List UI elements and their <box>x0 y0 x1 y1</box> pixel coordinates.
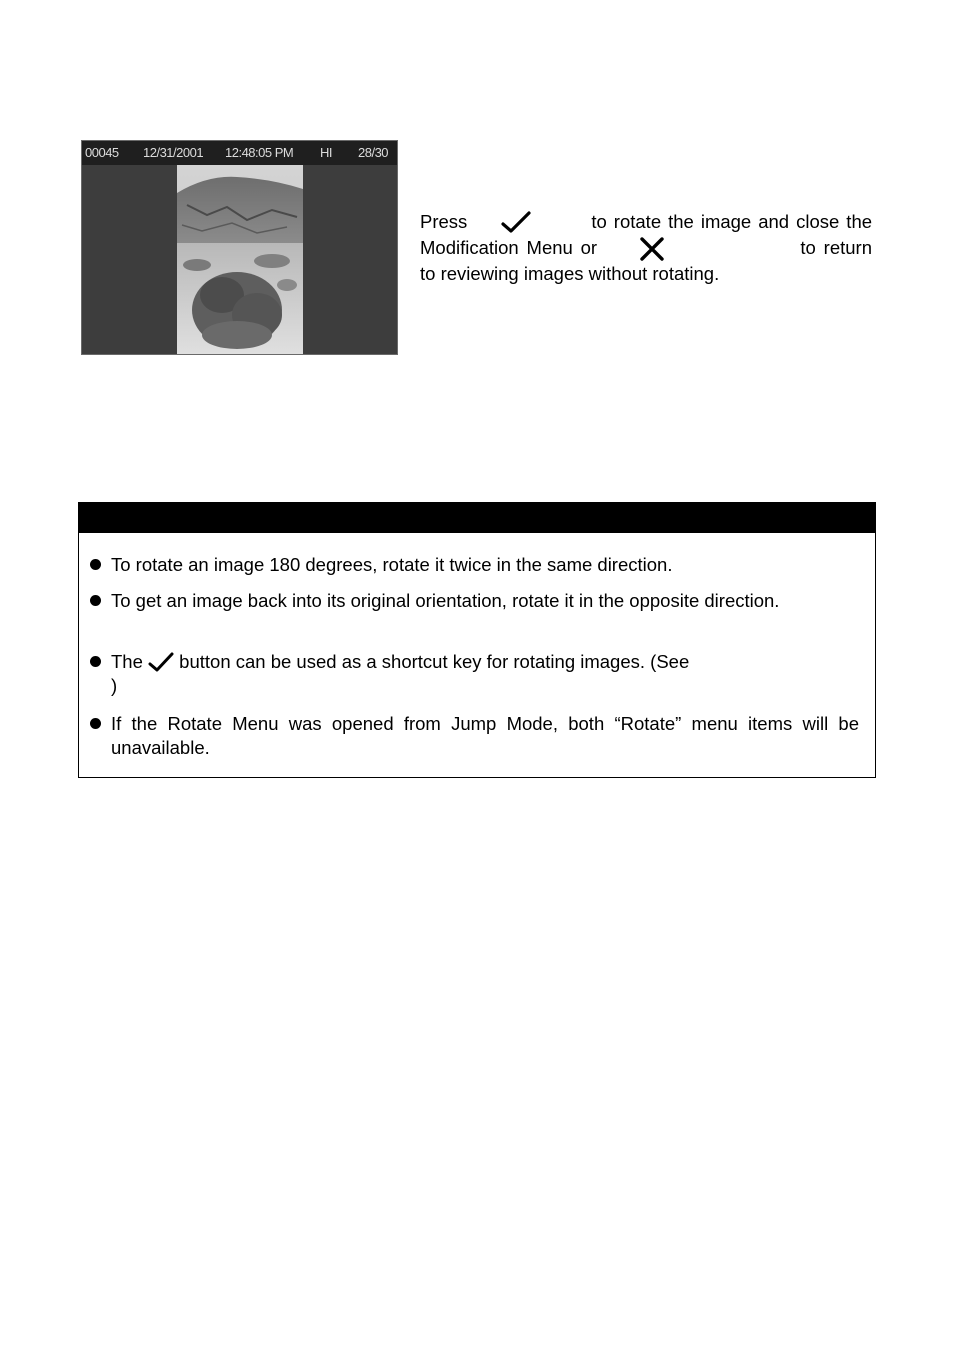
note-text: To get an image back into its original orientation, rotate it in the opposite direction. <box>111 590 780 611</box>
rotated-landscape-photo <box>177 165 303 355</box>
bullet-icon <box>90 718 101 729</box>
note-item <box>111 712 859 760</box>
checkmark-icon <box>501 211 531 235</box>
lcd-time: 12:48:05 PM <box>225 145 294 160</box>
lcd-image-number: 00045 <box>85 145 119 160</box>
note-shortcut-pre: The <box>111 651 143 672</box>
note-item <box>111 589 859 613</box>
note-text: If the Rotate Menu was opened from Jump Mode, both “Rotate” menu items will be unavailable. <box>111 713 859 758</box>
note-shortcut-close: ) <box>111 675 118 697</box>
instruction-rotate-close: to rotate the image and close the Modification Menu or <box>420 211 873 259</box>
bullet-icon <box>90 656 101 667</box>
notes-box <box>78 502 876 778</box>
bullet-icon <box>90 595 101 606</box>
lcd-status-bar <box>82 141 397 165</box>
checkmark-icon <box>148 652 174 674</box>
instruction-press: Press <box>420 211 468 232</box>
note-shortcut-text: button can be used as a shortcut key for rotating images. (See <box>179 651 690 672</box>
rotate-instruction <box>420 209 872 287</box>
lcd-count: 28/30 <box>358 145 389 160</box>
note-text: To rotate an image 180 degrees, rotate it twice in the same direction. <box>111 554 673 575</box>
bullet-icon <box>90 559 101 570</box>
x-icon <box>639 237 665 261</box>
note-item-shortcut <box>111 650 859 698</box>
note-item <box>111 553 859 577</box>
instruction-return: to return to reviewing images without rotating. <box>420 237 872 285</box>
notes-header-bar <box>79 503 875 533</box>
camera-lcd-screenshot <box>81 140 398 355</box>
lcd-quality: HI <box>320 145 332 160</box>
lcd-date: 12/31/2001 <box>143 145 204 160</box>
